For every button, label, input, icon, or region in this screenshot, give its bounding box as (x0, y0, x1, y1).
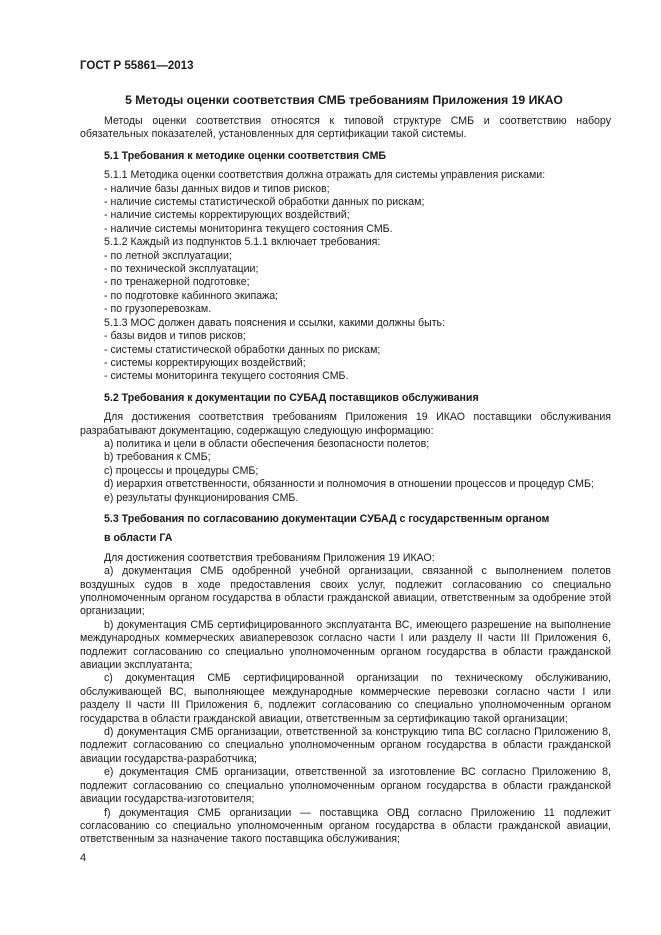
paragraph: а) документация СМБ одобренной учебной организации, связанной с выполнением полетов воздушных судов в ходе предоставления своих услуг, подлежит согласованию со специально уполномоченным органом государства в области гражданской авиации, ответственным за одобрение этой организации; (80, 565, 611, 618)
paragraph: с) документация СМБ сертифицированной организации по техническому обслуживанию, обслуживающей ВС, выполняющее международные коммерческие перевозки согласно части I или разделу II части III Приложения 6, подлежит согласованию со специально уполномоченным органом государства в области гражданской авиации, ответственным за сертификацию такой организации; (80, 672, 611, 725)
subsection-5-2-intro: Для достижения соответствия требованиям Приложения 19 ИКАО поставщики обслуживания разрабатывают документацию, содержащую следующую информацию: (80, 411, 611, 437)
subsection-5-1-content (80, 169, 611, 384)
list-item: - системы статистической обработки данных по рискам; (104, 343, 381, 356)
subsection-title-5-3-cont: в области ГА (104, 532, 173, 545)
list-item: b) требования к СМБ; (104, 451, 211, 464)
list-item: 5.1.3 МОС должен давать пояснения и ссылки, какими должны быть: (104, 316, 446, 329)
document-body (80, 115, 611, 847)
list-item: - наличие системы корректирующих воздействий; (104, 209, 350, 222)
paragraph: b) документация СМБ сертифицированного эксплуатанта ВС, имеющего разрешение на выполнение международных коммерческих авиаперевозок согласно части I или разделу II части III Приложения 6, подлежит согласованию со специально уполномоченным органом государства в области гражданской авиации эксплуатанта; (80, 618, 611, 672)
list-item: 5.1.1 Методика оценки соответствия должна отражать для системы управления рисками: (104, 169, 546, 182)
paragraph: f) документация СМБ организации — поставщика ОВД согласно Приложению 11 подлежит согласованию со специально уполномоченным органом государства в области гражданской авиации, ответственным за назначение такого поставщика обслуживания; (80, 806, 611, 846)
list-item: - по тренажерной подготовке; (104, 276, 250, 289)
list-item: - базы видов и типов рисков; (104, 330, 246, 343)
subsection-title-5-2: 5.2 Требования к документации по СУБАД поставщиков обслуживания (104, 391, 479, 404)
list-item: - системы мониторинга текущего состояния СМБ. (104, 370, 349, 383)
subsection-5-3-content (80, 565, 611, 847)
list-item: - наличие базы данных видов и типов рисков; (104, 182, 330, 195)
subsection-5-2-content (80, 438, 611, 505)
subsection-title-5-1: 5.1 Требования к методике оценки соответствия СМБ (104, 149, 387, 162)
section-intro: Методы оценки соответствия относятся к типовой структуре СМБ и соответствию набору обязательных показателей, установленных для сертификации такой системы. (80, 115, 611, 141)
paragraph: d) документация СМБ организации, ответственной за конструкцию типа ВС согласно Приложению 8, подлежит согласованию со специально уполномоченным органом государства в области гражданской авиации государства-разработчика; (80, 726, 611, 765)
list-item: d) иерархия ответственности, обязанности и полномочия в отношении процессов и процедур СМБ; (104, 478, 594, 491)
list-item: с) процессы и процедуры СМБ; (104, 464, 259, 477)
list-item: - по подготовке кабинного экипажа; (104, 289, 279, 302)
list-item: а) политика и цели в области обеспечения безопасности полетов; (104, 437, 430, 450)
subsection-title-5-3: 5.3 Требования по согласованию документации СУБАД с государственным органом (104, 512, 550, 525)
subsection-5-3-intro: Для достижения соответствия требованиям Приложения 19 ИКАО: (104, 551, 435, 564)
list-item: - по летной эксплуатации; (104, 249, 232, 262)
list-item: - по технической эксплуатации; (104, 263, 259, 276)
list-item: - по грузоперевозкам. (104, 303, 212, 316)
paragraph: е) документация СМБ организации, ответственной за изготовление ВС согласно Приложению 8, подлежит согласованию со специально уполномоченным органом государства в области гражданской авиации государства-изготовителя; (80, 766, 611, 806)
standard-header: ГОСТ Р 55861—2013 (80, 60, 194, 72)
section-title: 5 Методы оценки соответствия СМБ требованиям Приложения 19 ИКАО (125, 93, 563, 107)
list-item: е) результаты функционирования СМБ. (104, 491, 299, 504)
list-item: - наличие системы статистической обработки данных по рискам; (104, 196, 425, 209)
list-item: - системы корректирующих воздействий; (104, 356, 306, 369)
page-number: 4 (80, 852, 87, 864)
list-item: - наличие системы мониторинга текущего состояния СМБ. (104, 222, 393, 235)
list-item: 5.1.2 Каждый из подпунктов 5.1.1 включает требования: (104, 236, 381, 249)
